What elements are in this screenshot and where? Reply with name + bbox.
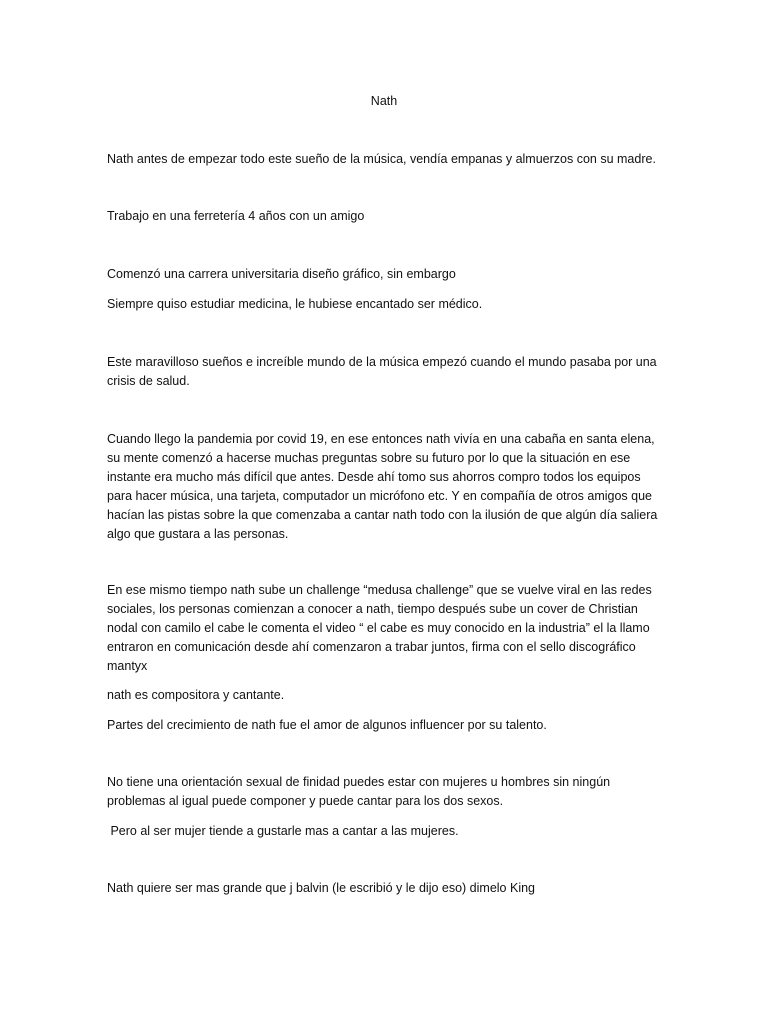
paragraph — [107, 150, 667, 169]
text-line: nath es compositora y cantante. — [107, 688, 285, 702]
paragraph — [107, 822, 667, 841]
text-line: su mente comenzó a hacerse muchas preguntas sobre su futuro por lo que la situación en ese — [107, 451, 631, 465]
text-line: instante era mucho más difícil que antes. Desde ahí tomo sus ahorros compro todos los equipos — [107, 470, 641, 484]
document-title: Nath — [370, 94, 398, 108]
text-line: Este maravilloso sueños e increíble mundo de la música empezó cuando el mundo pasaba por una — [107, 355, 657, 369]
paragraph — [107, 581, 667, 676]
text-line: crisis de salud. — [107, 374, 190, 388]
text-line: Cuando llego la pandemia por covid 19, en ese entonces nath vivía en una cabaña en santa elena, — [107, 432, 655, 446]
paragraph — [107, 879, 667, 898]
text-line: nodal con camilo el cabe le comenta el video “ el cabe es muy conocido en la industria” el la llamo — [107, 621, 650, 635]
text-line: Nath antes de empezar todo este sueño de la música, vendía empanas y almuerzos con su madre. — [107, 152, 656, 166]
text-line: sociales, los personas comienzan a conocer a nath, tiempo después sube un cover de Christian — [107, 602, 638, 616]
text-line: Trabajo en una ferretería 4 años con un amigo — [107, 209, 365, 223]
paragraph — [107, 353, 667, 391]
paragraph — [107, 430, 667, 544]
text-line: hacían las pistas sobre la que comenzaba a cantar nath todo con la ilusión de que algún día saliera — [107, 508, 658, 522]
text-line: para hacer música, una tarjeta, computador un micrófono etc. Y en compañía de otros amigos que — [107, 489, 652, 503]
text-line: No tiene una orientación sexual de finidad puedes estar con mujeres u hombres sin ningún — [107, 775, 611, 789]
text-line: entraron en comunicación desde ahí comenzaron a trabar juntos, firma con el sello discográfico — [107, 640, 636, 654]
paragraph — [107, 295, 667, 314]
paragraph — [107, 686, 667, 705]
text-line: En ese mismo tiempo nath sube un challenge “medusa challenge” que se vuelve viral en las redes — [107, 583, 652, 597]
text-line: Pero al ser mujer tiende a gustarle mas a cantar a las mujeres. — [107, 824, 459, 838]
text-line: Siempre quiso estudiar medicina, le hubiese encantado ser médico. — [107, 297, 483, 311]
text-line: algo que gustara a las personas. — [107, 527, 289, 541]
text-line: Partes del crecimiento de nath fue el amor de algunos influencer por su talento. — [107, 718, 547, 732]
paragraph — [107, 773, 667, 811]
text-line: Nath quiere ser mas grande que j balvin (le escribió y le dijo eso) dimelo King — [107, 881, 535, 895]
paragraph — [107, 716, 667, 735]
text-line: problemas al igual puede componer y puede cantar para los dos sexos. — [107, 794, 504, 808]
paragraph — [107, 207, 667, 226]
paragraph — [107, 265, 667, 284]
text-line: Comenzó una carrera universitaria diseño gráfico, sin embargo — [107, 267, 456, 281]
text-line: mantyx — [107, 659, 148, 673]
